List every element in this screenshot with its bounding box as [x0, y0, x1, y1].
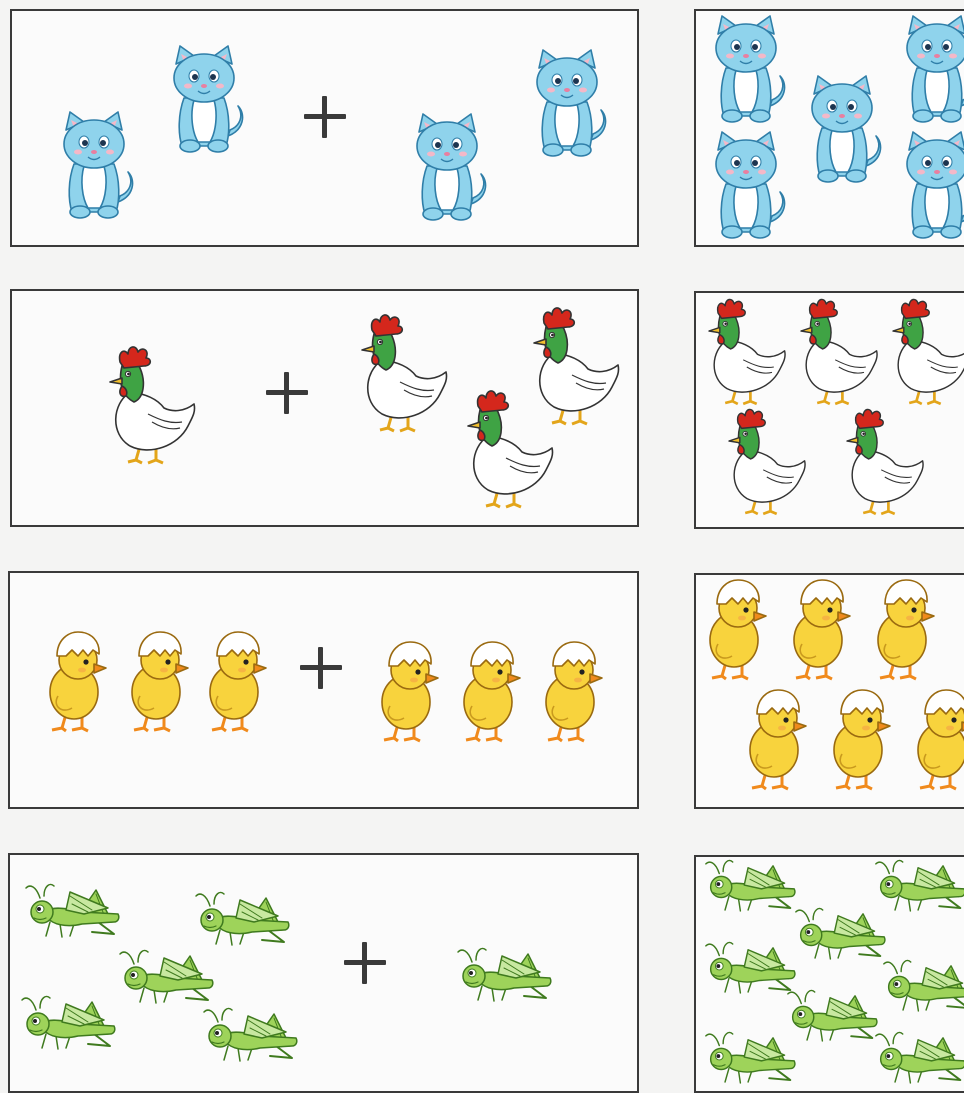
chick-icon [906, 688, 964, 796]
kitten-icon [50, 108, 140, 220]
kitten-icon [523, 46, 613, 158]
chick-icon [370, 640, 440, 748]
grasshopper-icon [702, 1030, 798, 1086]
chick-icon [534, 640, 604, 748]
grasshopper-icon [18, 994, 118, 1052]
rooster-icon [838, 405, 928, 522]
rooster-icon [352, 310, 452, 440]
kitten-icon [702, 128, 792, 240]
plus-sign [262, 368, 312, 418]
chick-icon [38, 630, 108, 738]
grasshopper-icon [454, 946, 554, 1004]
rooster-icon [792, 295, 882, 412]
grasshopper-icon [22, 882, 122, 940]
plus-sign [296, 643, 346, 693]
rooster-icon [884, 295, 964, 412]
rooster-icon [524, 303, 624, 433]
chick-icon [198, 630, 268, 738]
plus-sign [300, 92, 350, 142]
chick-icon [738, 688, 808, 796]
rooster-icon [720, 405, 810, 522]
grasshopper-icon [116, 948, 216, 1006]
grasshopper-icon [792, 906, 888, 962]
grasshopper-icon [880, 958, 964, 1014]
grasshopper-icon [702, 858, 798, 914]
kitten-icon [893, 128, 964, 240]
grasshopper-icon [200, 1006, 300, 1064]
chick-icon [120, 630, 190, 738]
chick-icon [452, 640, 522, 748]
chick-icon [822, 688, 892, 796]
kitten-icon [702, 12, 792, 124]
chick-icon [782, 578, 852, 686]
grasshopper-icon [784, 988, 880, 1044]
kitten-icon [160, 42, 250, 154]
kitten-icon [403, 110, 493, 222]
plus-sign [340, 938, 390, 988]
grasshopper-icon [872, 1030, 964, 1086]
grasshopper-icon [192, 890, 292, 948]
chick-icon [866, 578, 936, 686]
rooster-icon [700, 295, 790, 412]
kitten-icon [798, 72, 888, 184]
chick-icon [698, 578, 768, 686]
rooster-icon [100, 342, 200, 472]
kitten-icon [893, 12, 964, 124]
